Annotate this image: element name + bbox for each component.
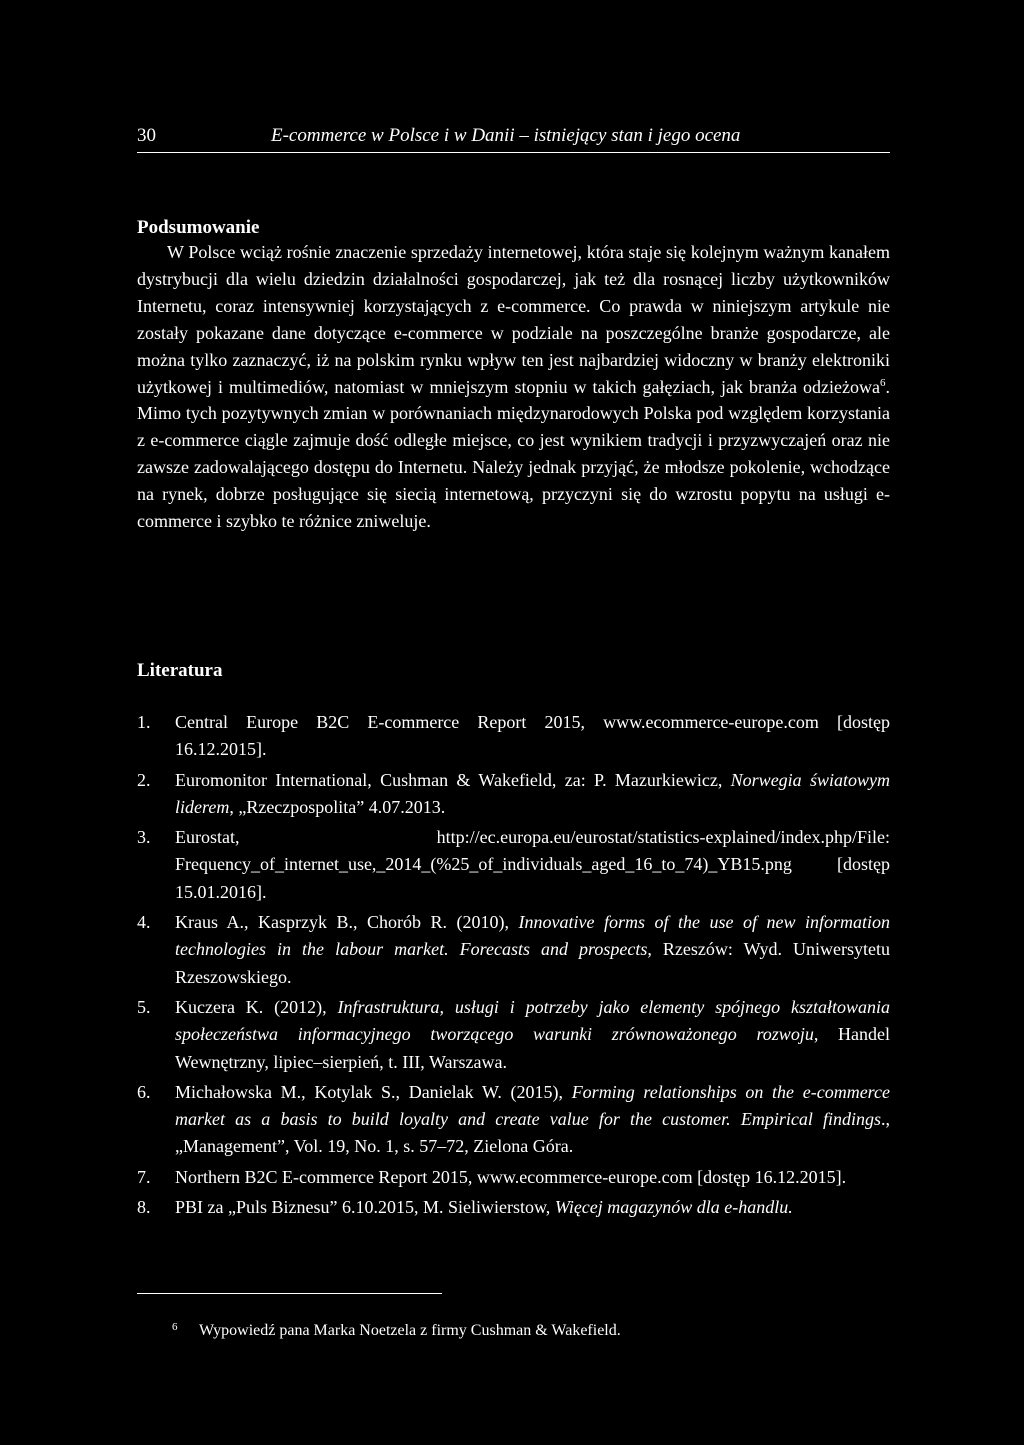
reference-title: Forming relationships on the e-commerce market as a basis to build loyalty and create value for the customer. Empirical findings (175, 1081, 890, 1130)
reference-title: Innovative forms of the use of new information technologies in the labour market. Forecasts and prospects (175, 912, 890, 960)
reference-item (137, 1164, 890, 1191)
reference-number: 7. (137, 1166, 151, 1187)
footnote-mark: 6 (172, 1321, 178, 1333)
reference-text: Euromonitor International, Cushman & Wakefield, za: P. Mazurkiewicz, (175, 769, 731, 790)
summary-paragraph (137, 239, 890, 535)
literature-heading: Literatura (137, 660, 223, 681)
reference-number: 8. (137, 1197, 151, 1218)
footnote-text: Wypowiedź pana Marka Noetzela z firmy Cushman & Wakefield. (199, 1322, 621, 1339)
reference-number: 5. (137, 996, 151, 1017)
reference-number: 6. (137, 1081, 151, 1102)
reference-text: , Handel Wewnętrzny, lipiec–sierpień, t. III, Warszawa. (175, 1024, 891, 1072)
reference-number: 4. (137, 912, 151, 933)
reference-text: Eurostat, http://ec.europa.eu/eurostat/statistics-explained/index.php/File: Frequency_of_internet_use,_2014_(%25_of_individuals_aged_16_to_74)_YB15.png [dostęp 15.01.2016]. (175, 827, 890, 902)
reference-number: 3. (137, 827, 151, 848)
reference-text: Kraus A., Kasprzyk B., Chorób R. (2010), (175, 912, 519, 933)
reference-item (137, 1079, 890, 1161)
reference-title: Norwegia światowym liderem (175, 769, 891, 817)
reference-item (137, 709, 890, 764)
reference-list (137, 709, 890, 1224)
reference-text: Central Europe B2C E-commerce Report 2015, www.ecommerce-europe.com [dostęp 16.12.2015]. (175, 712, 890, 760)
reference-text: ., „Management”, Vol. 19, No. 1, s. 57–72, Zielona Góra. (175, 1109, 890, 1157)
footnote-reference[interactable]: 6 (880, 376, 886, 389)
reference-text: PBI za „Puls Biznesu” 6.10.2015, M. Sieliwierstow, (175, 1197, 555, 1218)
reference-text: , „Rzeczpospolita” 4.07.2013. (229, 796, 446, 817)
reference-number: 2. (137, 769, 151, 790)
running-header-title: E-commerce w Polsce i w Danii – istniejący stan i jego ocena (271, 125, 741, 146)
reference-item (137, 1194, 890, 1221)
reference-text: , Rzeszów: Wyd. Uniwersytetu Rzeszowskiego. (175, 939, 891, 987)
reference-item (137, 994, 890, 1076)
reference-item (137, 909, 890, 991)
reference-item (137, 824, 890, 906)
reference-text: Kuczera K. (2012), (175, 996, 338, 1017)
summary-text-part-2: . Mimo tych pozytywnych zmian w porównaniach międzynarodowych Polska pod względem korzystania z e-commerce ciągle zajmuje dość odległe miejsce, co jest wynikiem tradycji i przyzwyczajeń oraz nie zawsze zadowalającego dostępu do Internetu. Należy jednak przyjąć, że młodsze pokolenie, wchodzące na rynek, dobrze posługujące się siecią internetową, przyczyni się do wzrostu popytu na usługi e-commerce i szybko te różnice zniweluje. (137, 376, 890, 532)
footnote-divider (137, 1293, 442, 1294)
summary-heading: Podsumowanie (137, 217, 260, 238)
page-number: 30 (137, 125, 156, 146)
reference-item (137, 767, 890, 822)
reference-title: Więcej magazynów dla e-handlu. (554, 1197, 793, 1218)
reference-text: Michałowska M., Kotylak S., Danielak W. (2015), (175, 1081, 572, 1102)
reference-title: Infrastruktura, usługi i potrzeby jako elementy spójnego kształtowania społeczeństwa informacyjnego tworzącego warunki zrównoważonego rozwoju (175, 996, 890, 1045)
reference-text: Northern B2C E-commerce Report 2015, www.ecommerce-europe.com [dostęp 16.12.2015]. (175, 1166, 847, 1187)
summary-text-part-1: W Polsce wciąż rośnie znaczenie sprzedaży internetowej, która staje się kolejnym ważnym kanałem dystrybucji dla wielu dziedzin działalności gospodarczej, jak też dla rosnącej liczby użytkowników Internetu, coraz intensywniej korzystających z e-commerce. Co prawda w niniejszym artykule nie zostały pokazane dane dotyczące e-commerce w podziale na poszczególne branże gospodarcze, ale można tylko zaznaczyć, iż na polskim rynku wpływ ten jest najbardziej widoczny w branży elektroniki użytkowej i multimediów, natomiast w mniejszym stopniu w takich gałęziach, jak branża odzieżowa (137, 242, 890, 397)
running-header (137, 124, 890, 153)
reference-number: 1. (137, 712, 151, 732)
